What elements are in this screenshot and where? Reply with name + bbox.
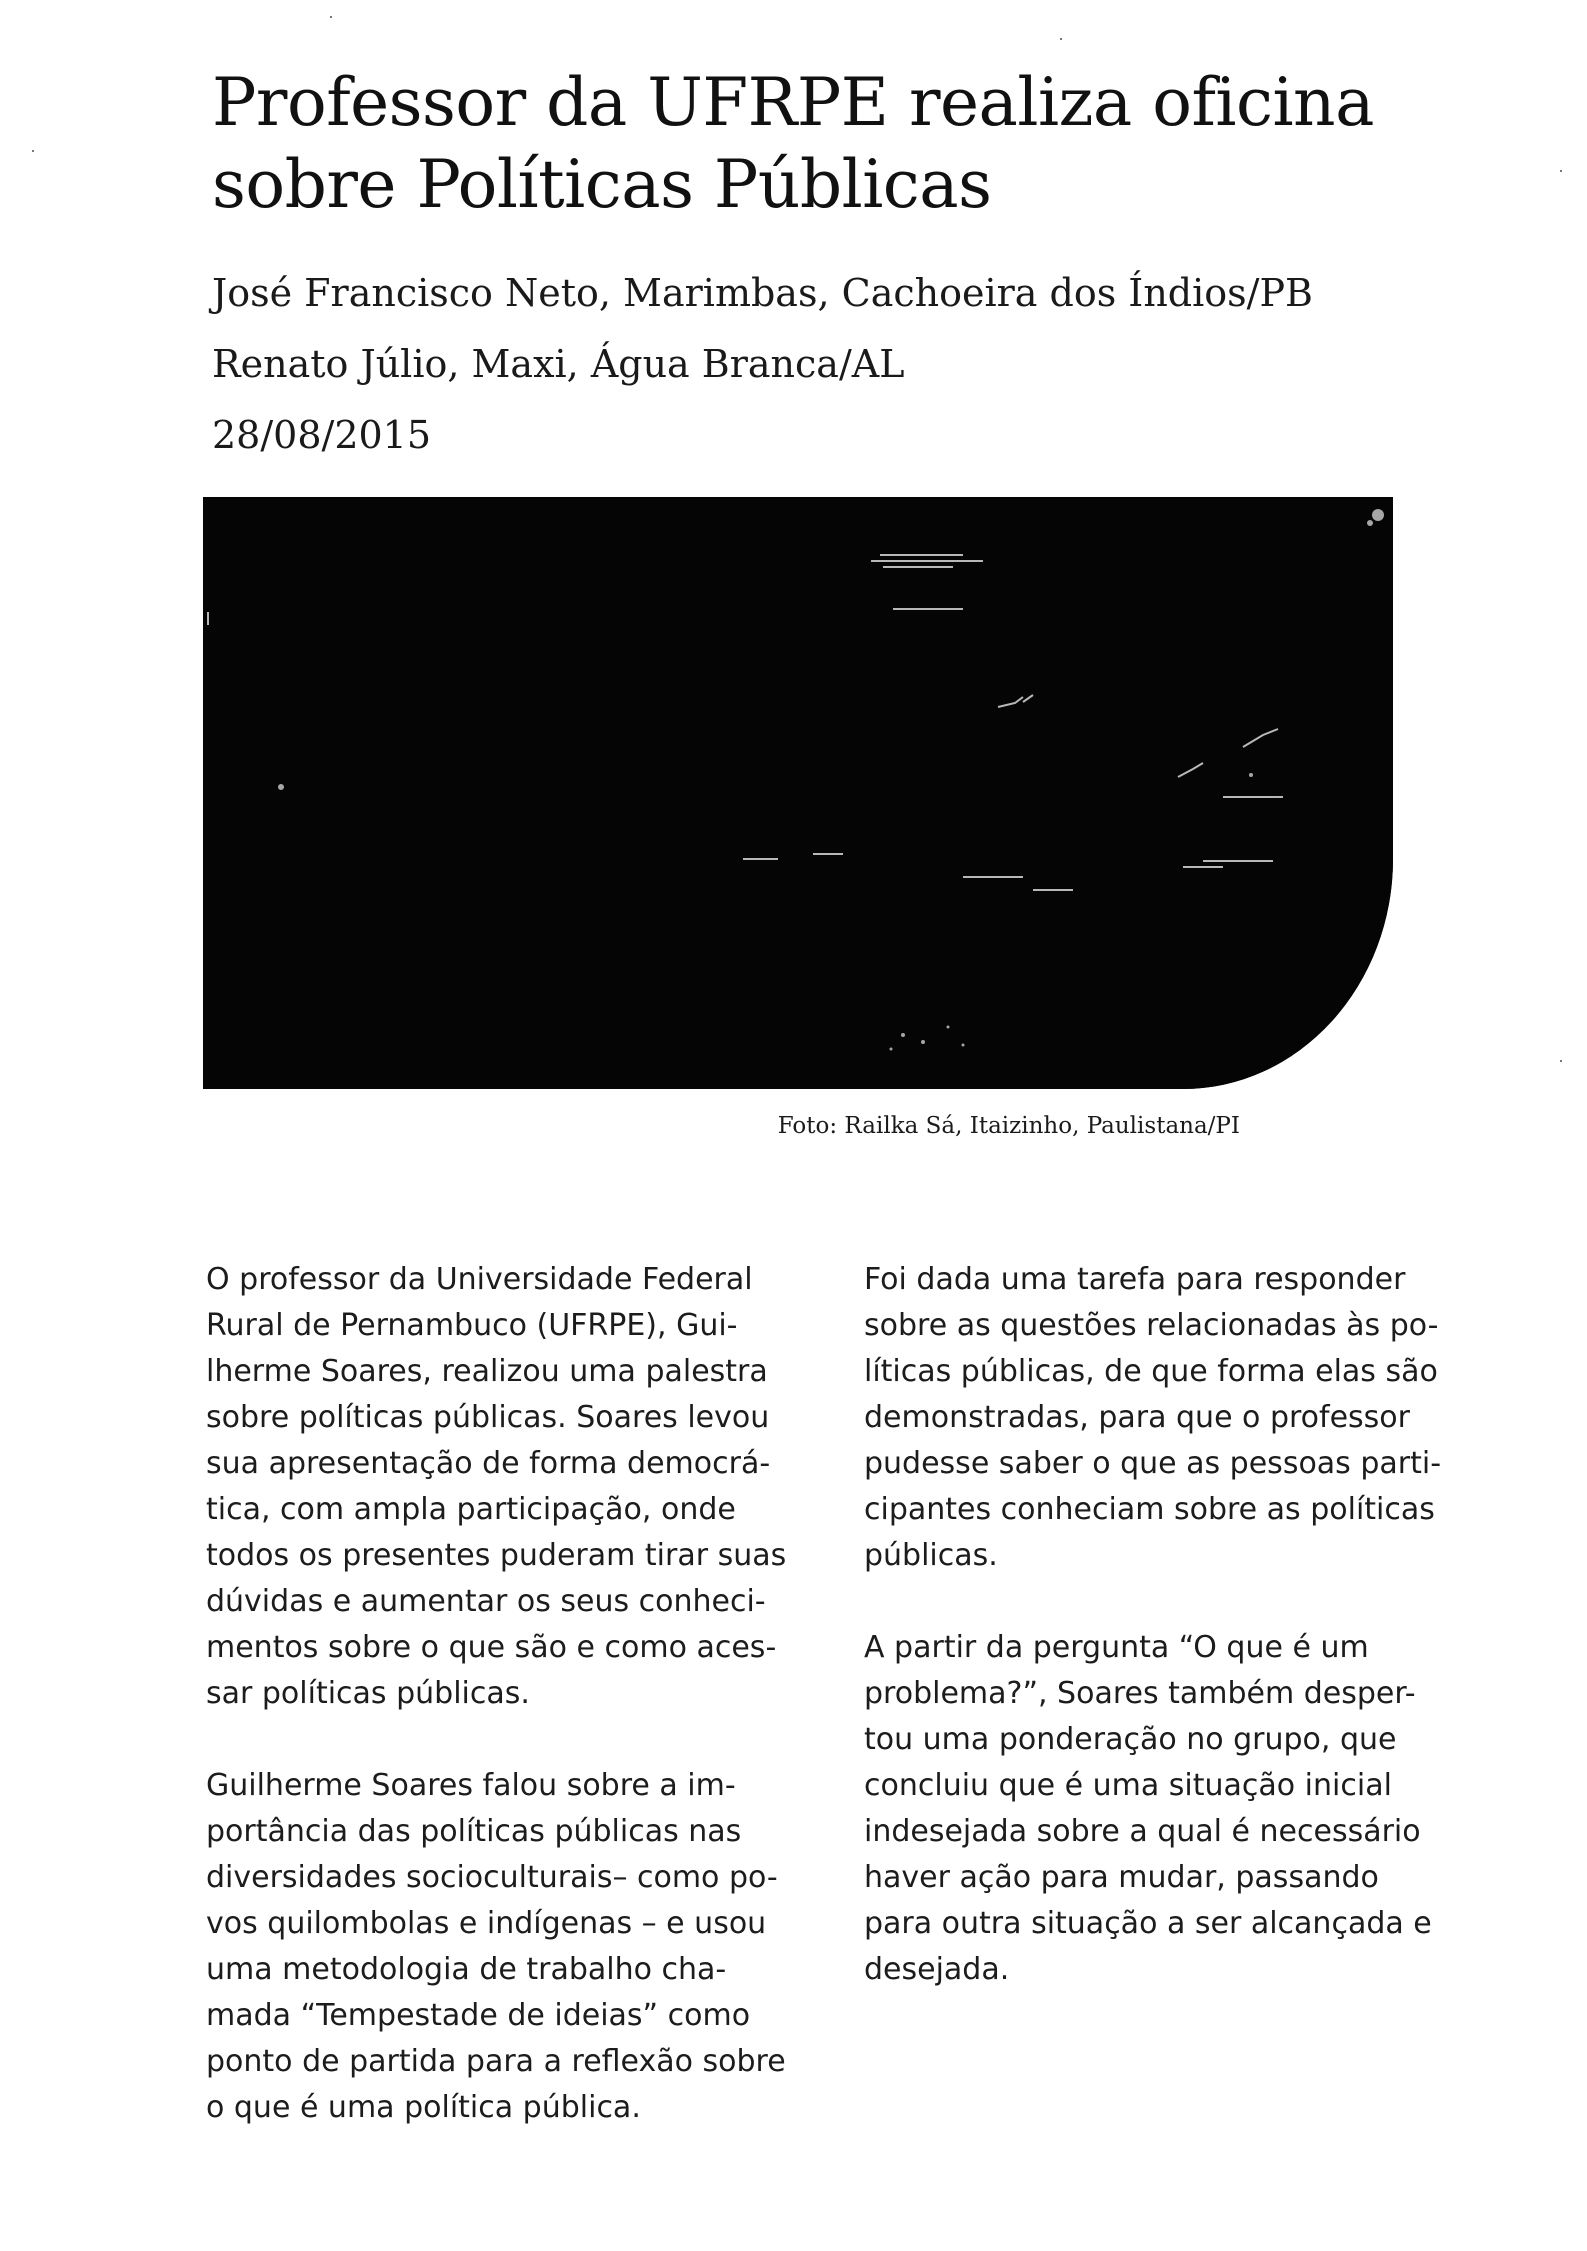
left-paragraph-2 (206, 1763, 806, 2131)
text-line: indesejada sobre a qual é necessário (864, 1814, 1421, 1849)
text-line: mada “Tempestade de ideias” como (206, 1998, 751, 2033)
text-line: sobre as questões relacionadas às po- (864, 1308, 1439, 1343)
text-line: uma metodologia de trabalho cha- (206, 1952, 727, 1987)
text-line: diversidades socioculturais– como po- (206, 1860, 778, 1895)
text-line: cipantes conheciam sobre as políticas (864, 1492, 1435, 1527)
text-line: ponto de partida para a reflexão sobre (206, 2044, 786, 2079)
article-photo (203, 497, 1393, 1089)
text-line: o que é uma política pública. (206, 2090, 641, 2125)
scan-speck (1560, 170, 1562, 172)
article-byline (212, 258, 1462, 471)
scan-speck (330, 16, 332, 18)
byline-date: 28/08/2015 (212, 413, 432, 457)
text-line: tica, com ampla participação, onde (206, 1492, 736, 1527)
text-line: problema?”, Soares também desper- (864, 1676, 1416, 1711)
text-line: haver ação para mudar, passando (864, 1860, 1379, 1895)
left-paragraph-1 (206, 1257, 806, 1717)
article-headline (212, 62, 1412, 226)
text-line: pudesse saber o que as pessoas parti- (864, 1446, 1442, 1481)
scan-speck (32, 150, 34, 152)
article-column-right (864, 1257, 1464, 2039)
byline-author-2: Renato Júlio, Maxi, Água Branca/AL (212, 342, 905, 386)
headline-line-1: Professor da UFRPE realiza oficina (212, 64, 1374, 141)
byline-author-1: José Francisco Neto, Marimbas, Cachoeira dos Índios/PB (212, 271, 1313, 315)
text-line: sua apresentação de forma democrá- (206, 1446, 771, 1481)
headline-line-2: sobre Políticas Públicas (212, 146, 992, 223)
text-line: lherme Soares, realizou uma palestra (206, 1354, 768, 1389)
text-line: desejada. (864, 1952, 1010, 1987)
text-line: mentos sobre o que são e como aces- (206, 1630, 777, 1665)
scan-speck (1560, 1060, 1562, 1062)
text-line: vos quilombolas e indígenas – e usou (206, 1906, 767, 1941)
text-line: públicas. (864, 1538, 998, 1573)
text-line: concluiu que é uma situação inicial (864, 1768, 1392, 1803)
photo-dark-scene (203, 497, 1393, 1089)
article-column-left (206, 1257, 806, 2177)
text-line: líticas públicas, de que forma elas são (864, 1354, 1438, 1389)
text-line: Foi dada uma tarefa para responder (864, 1262, 1406, 1297)
text-line: O professor da Universidade Federal (206, 1262, 753, 1297)
photo-caption: Foto: Railka Sá, Itaizinho, Paulistana/PI (777, 1113, 1240, 1139)
text-line: todos os presentes puderam tirar suas (206, 1538, 787, 1573)
text-line: Guilherme Soares falou sobre a im- (206, 1768, 736, 1803)
text-line: sobre políticas públicas. Soares levou (206, 1400, 770, 1435)
text-line: demonstradas, para que o professor (864, 1400, 1410, 1435)
text-line: A partir da pergunta “O que é um (864, 1630, 1369, 1665)
right-paragraph-1 (864, 1257, 1464, 1579)
text-line: sar políticas públicas. (206, 1676, 530, 1711)
text-line: para outra situação a ser alcançada e (864, 1906, 1432, 1941)
right-paragraph-2 (864, 1625, 1464, 1993)
text-line: Rural de Pernambuco (UFRPE), Gui- (206, 1308, 738, 1343)
text-line: tou uma ponderação no grupo, que (864, 1722, 1397, 1757)
text-line: dúvidas e aumentar os seus conheci- (206, 1584, 766, 1619)
scan-speck (1060, 38, 1062, 40)
text-line: portância das políticas públicas nas (206, 1814, 742, 1849)
